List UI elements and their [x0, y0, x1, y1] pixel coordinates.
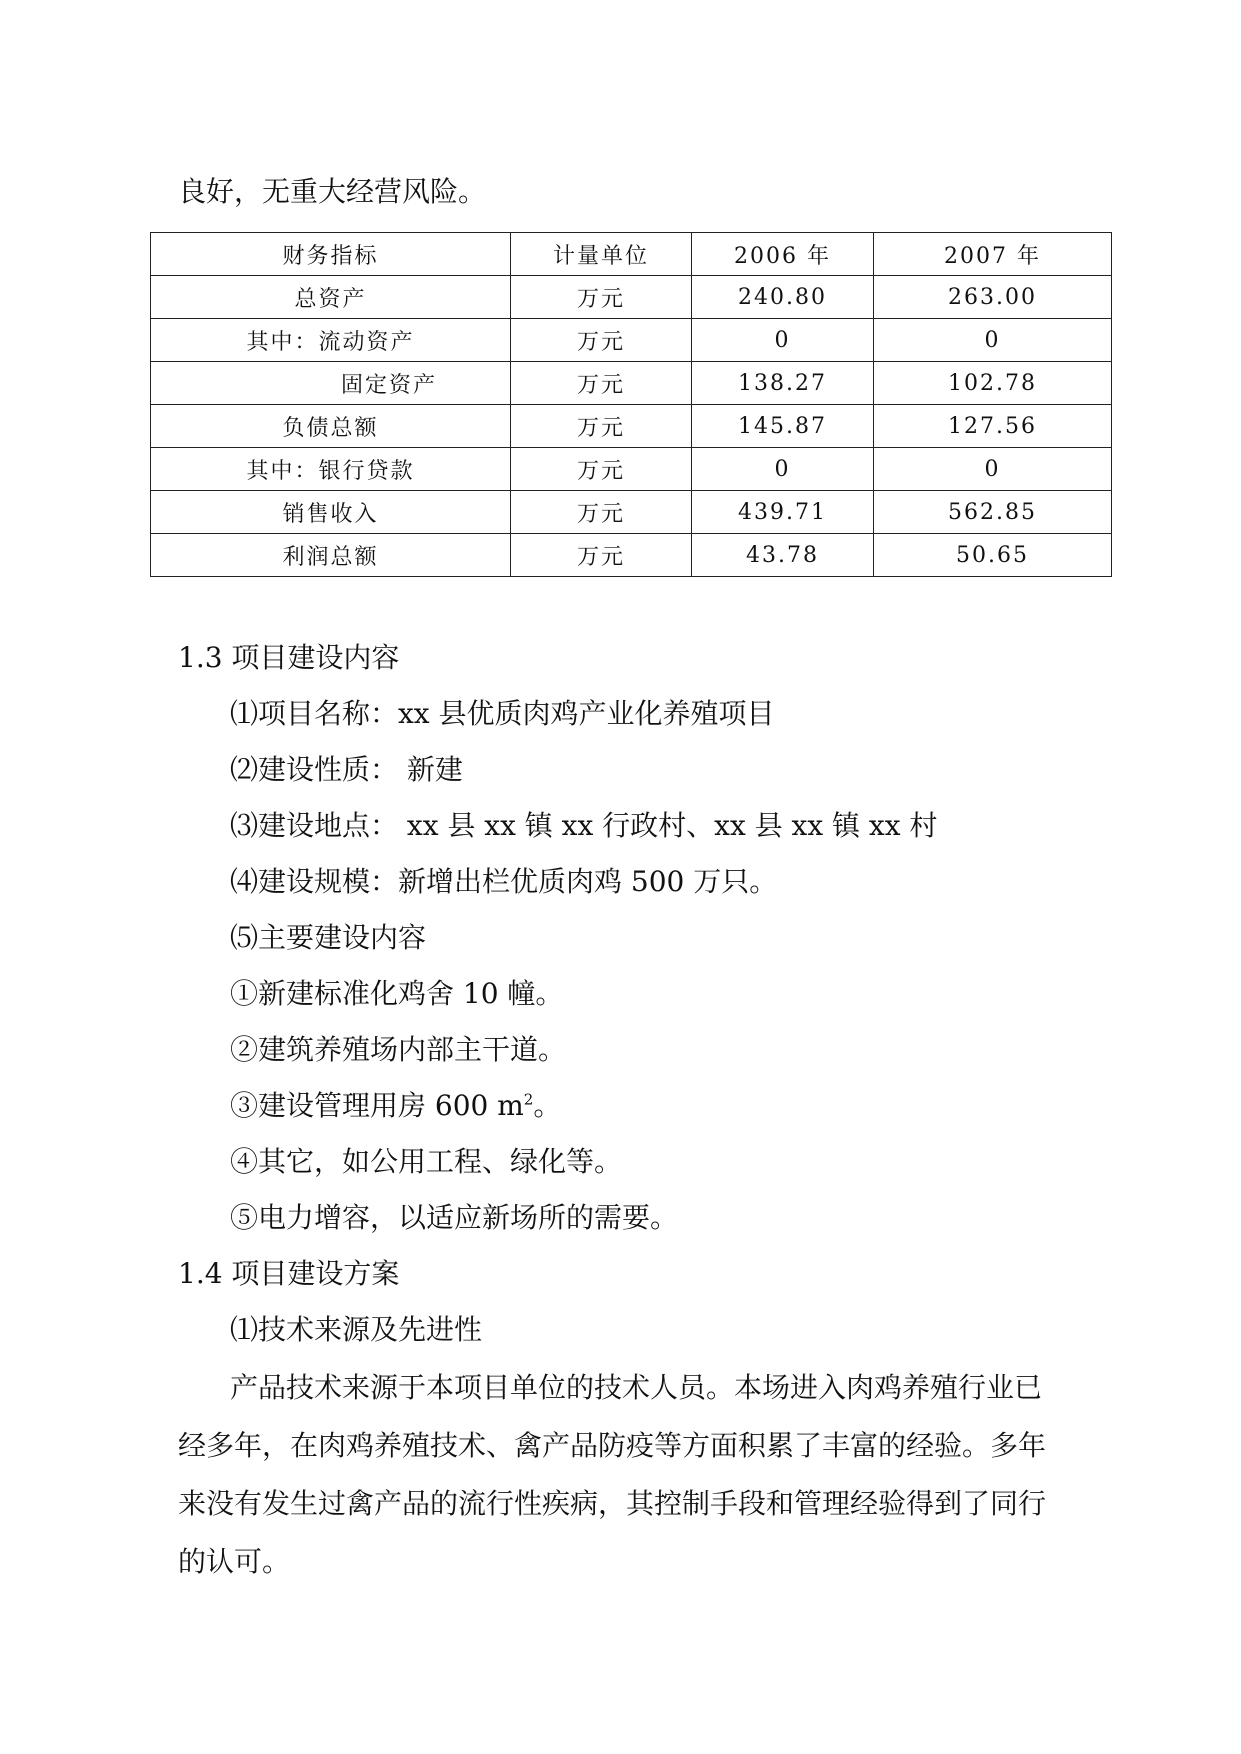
cell-indicator: 负债总额	[151, 405, 511, 448]
cell-2006: 240.80	[692, 276, 874, 319]
item-main-road: ②建筑养殖场内部主干道。	[230, 1033, 567, 1066]
item-management-building	[230, 1086, 561, 1126]
table-row	[151, 319, 1112, 362]
cell-unit: 万元	[511, 362, 692, 405]
paragraph-line: 经多年，在肉鸡养殖技术、禽产品防疫等方面积累了丰富的经验。多年	[178, 1429, 1047, 1462]
cell-unit: 万元	[511, 448, 692, 491]
cell-2007: 102.78	[874, 362, 1112, 405]
cell-2007: 263.00	[874, 276, 1112, 319]
cell-indicator: 其中：流动资产	[151, 319, 511, 362]
item-management-building-text: ③建设管理用房 600 m	[230, 1089, 524, 1122]
cell-2006: 0	[692, 319, 874, 362]
table-row	[151, 491, 1112, 534]
cell-unit: 万元	[511, 319, 692, 362]
header-unit: 计量单位	[511, 233, 692, 276]
cell-indicator: 总资产	[151, 276, 511, 319]
cell-indicator: 销售收入	[151, 491, 511, 534]
cell-2006: 145.87	[692, 405, 874, 448]
cell-unit: 万元	[511, 491, 692, 534]
item-management-building-tail: 。	[533, 1089, 562, 1122]
financial-indicators-table	[150, 232, 1112, 577]
cell-2006: 0	[692, 448, 874, 491]
item-tech-source: ⑴技术来源及先进性	[230, 1313, 483, 1346]
cell-2007: 562.85	[874, 491, 1112, 534]
item-project-name: ⑴项目名称：xx 县优质肉鸡产业化养殖项目	[230, 697, 775, 730]
table-row	[151, 276, 1112, 319]
cell-indicator: 其中：银行贷款	[151, 448, 511, 491]
table-header-row	[151, 233, 1112, 276]
item-construction-site: ⑶建设地点： xx 县 xx 镇 xx 行政村、xx 县 xx 镇 xx 村	[230, 809, 938, 842]
cell-2007: 50.65	[874, 534, 1112, 577]
section-1-4-heading: 1.4 项目建设方案	[178, 1257, 400, 1290]
cell-unit: 万元	[511, 276, 692, 319]
cell-2006: 439.71	[692, 491, 874, 534]
square-superscript: 2	[523, 1090, 534, 1109]
cell-unit: 万元	[511, 405, 692, 448]
header-2006: 2006 年	[692, 233, 874, 276]
table-row	[151, 362, 1112, 405]
section-1-3-heading: 1.3 项目建设内容	[178, 641, 400, 674]
header-2007: 2007 年	[874, 233, 1112, 276]
paragraph-line: 来没有发生过禽产品的流行性疾病，其控制手段和管理经验得到了同行	[178, 1487, 1047, 1520]
table-row	[151, 405, 1112, 448]
cell-2007: 127.56	[874, 405, 1112, 448]
cell-2007: 0	[874, 319, 1112, 362]
cell-2006: 138.27	[692, 362, 874, 405]
item-main-content: ⑸主要建设内容	[230, 921, 427, 954]
cell-indicator: 固定资产	[151, 362, 511, 405]
item-other-works: ④其它，如公用工程、绿化等。	[230, 1145, 623, 1178]
cell-indicator: 利润总额	[151, 534, 511, 577]
paragraph-line: 产品技术来源于本项目单位的技术人员。本场进入肉鸡养殖行业已	[230, 1371, 1043, 1404]
intro-line: 良好，无重大经营风险。	[178, 175, 487, 208]
cell-2006: 43.78	[692, 534, 874, 577]
table-row	[151, 448, 1112, 491]
item-new-chicken-houses: ①新建标准化鸡舍 10 幢。	[230, 977, 564, 1010]
header-indicator: 财务指标	[151, 233, 511, 276]
cell-2007: 0	[874, 448, 1112, 491]
item-power-capacity: ⑤电力增容，以适应新场所的需要。	[230, 1201, 679, 1234]
item-construction-nature: ⑵建设性质： 新建	[230, 753, 463, 786]
table-row	[151, 534, 1112, 577]
cell-unit: 万元	[511, 534, 692, 577]
item-construction-scale: ⑷建设规模：新增出栏优质肉鸡 500 万只。	[230, 865, 778, 898]
paragraph-line: 的认可。	[178, 1545, 291, 1578]
